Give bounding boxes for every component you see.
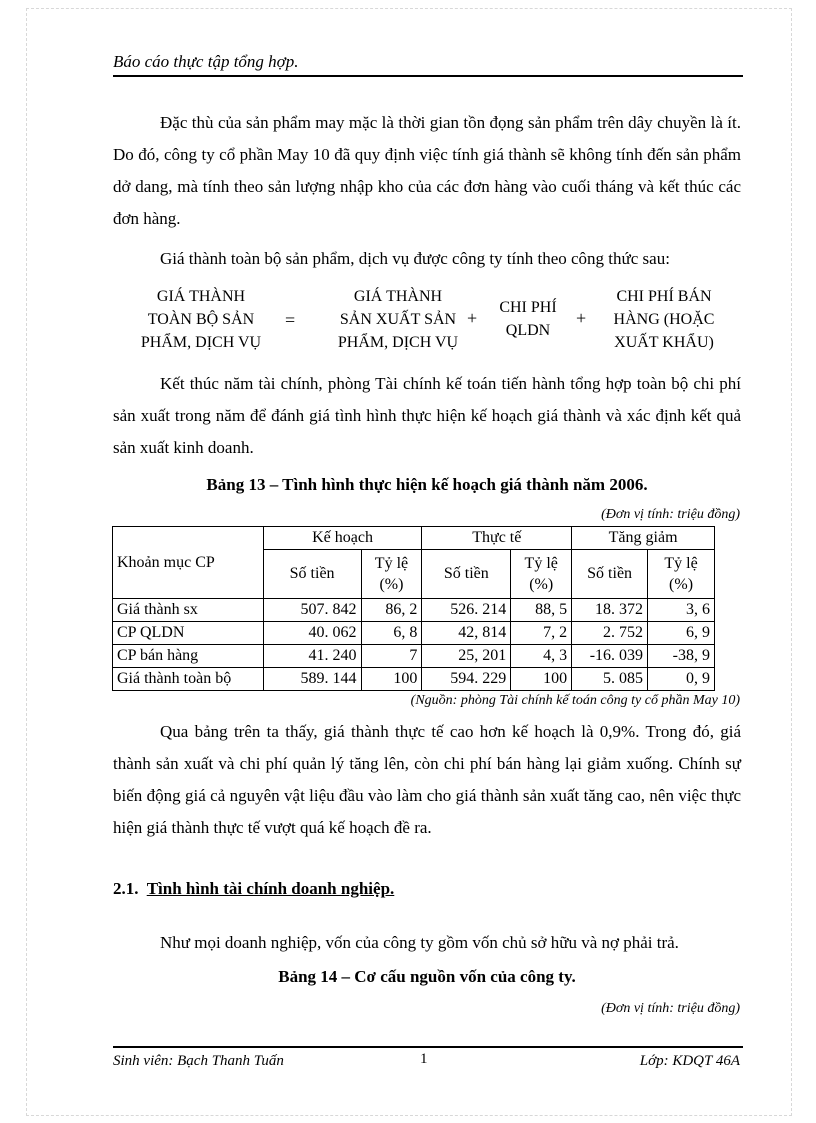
subheader-plan-ratio: Tỷ lệ (%) [361,550,422,599]
table-row [113,622,715,645]
paragraph-3: Kết thúc năm tài chính, phòng Tài chính kế toán tiến hành tổng hợp toàn bộ chi phí sản xuất trong năm để đánh giá tình hình thực hiện kế hoạch giá thành và xác định kết quả sản xuất kinh doanh. [113,374,741,457]
subheader-change-amount: Số tiền [572,550,648,599]
plan-ratio: 7 [361,645,422,668]
actual-ratio: 88, 5 [511,599,572,622]
paragraph-4: Qua bảng trên ta thấy, giá thành thực tế cao hơn kế hoạch là 0,9%. Trong đó, giá thành sản xuất và chi phí quản lý tăng lên, còn chi phí bán hàng lại giảm xuống. Chính sự biến động giá cả nguyên vật liệu đầu vào làm cho giá thành sản xuất tăng cao, nên việc thực hiện giá thành thực tế vượt quá kế hoạch đề ra. [113,722,741,837]
table-row [113,668,715,691]
header-change: Tăng giảm [572,527,715,550]
plan-amount: 40. 062 [263,622,361,645]
plan-ratio: 100 [361,668,422,691]
header-rule [113,75,743,77]
formula-term-admin-cost: CHI PHÍ QLDN [499,299,557,339]
footer-student: Sinh viên: Bạch Thanh Tuấn [113,1053,284,1069]
plan-amount: 41. 240 [263,645,361,668]
table-14-unit: (Đơn vị tính: triệu đồng) [601,1001,740,1016]
cost-formula [113,282,741,358]
subheader-plan-amount: Số tiền [263,550,361,599]
section-number: 2.1. [113,879,139,898]
table-row [113,599,715,622]
formula-term-total-cost: GIÁ THÀNH TOÀN BỘ SẢN PHẨM, DỊCH VỤ [140,288,262,351]
table-header-row [113,527,715,550]
formula-term-selling-cost: CHI PHÍ BÁN HÀNG (HOẶC XUẤT KHẨU) [613,288,715,351]
subheader-actual-amount: Số tiền [422,550,511,599]
actual-amount: 594. 229 [422,668,511,691]
change-amount: 5. 085 [572,668,648,691]
table-13-caption: Bảng 13 – Tình hình thực hiện kế hoạch giá thành năm 2006. [206,475,648,494]
plan-amount: 589. 144 [263,668,361,691]
plan-amount: 507. 842 [263,599,361,622]
footer-class: Lớp: KDQT 46A [639,1053,740,1069]
formula-term-production-cost: GIÁ THÀNH SẢN XUẤT SẢN PHẨM, DỊCH VỤ [337,288,459,351]
section-title: Tình hình tài chính doanh nghiệp. [146,879,395,898]
actual-ratio: 7, 2 [511,622,572,645]
table-13-unit: (Đơn vị tính: triệu đồng) [601,507,740,522]
plan-ratio: 86, 2 [361,599,422,622]
header-plan: Kế hoạch [263,527,422,550]
page-number: 1 [420,1051,428,1067]
table-14-caption: Bảng 14 – Cơ cấu nguồn vốn của công ty. [278,967,576,986]
subheader-change-ratio: Tỷ lệ (%) [648,550,715,599]
header-title: Báo cáo thực tập tổng hợp. [113,52,299,71]
plan-ratio: 6, 8 [361,622,422,645]
change-amount: 18. 372 [572,599,648,622]
actual-amount: 25, 201 [422,645,511,668]
table-13-source: (Nguồn: phòng Tài chính kế toán công ty cổ phần May 10) [410,693,740,708]
actual-ratio: 4, 3 [511,645,572,668]
change-ratio: 3, 6 [648,599,715,622]
change-ratio: -38, 9 [648,645,715,668]
actual-amount: 42, 814 [422,622,511,645]
formula-plus-1: + [467,308,478,328]
change-ratio: 0, 9 [648,668,715,691]
row-name: Giá thành toàn bộ [113,668,264,691]
subheader-actual-ratio: Tỷ lệ (%) [511,550,572,599]
header-item: Khoản mục CP [113,527,264,599]
section-heading [113,879,394,899]
table-row [113,645,715,668]
cost-plan-table [112,526,715,691]
row-name: Giá thành sx [113,599,264,622]
formula-equals: = [285,310,296,330]
paragraph-1: Đặc thù của sản phẩm may mặc là thời gian tồn đọng sản phẩm trên dây chuyền là ít. Do đó, công ty cổ phần May 10 đã quy định việc tính giá thành sẽ không tính đến sản phẩm dở dang, mà tính theo sản lượng nhập kho của các đơn hàng vào cuối tháng và kết thúc các đơn hàng. [113,113,741,228]
change-amount: 2. 752 [572,622,648,645]
paragraph-2: Giá thành toàn bộ sản phẩm, dịch vụ được công ty tính theo công thức sau: [160,249,670,268]
row-name: CP bán hàng [113,645,264,668]
footer-rule [113,1046,743,1048]
change-amount: -16. 039 [572,645,648,668]
actual-ratio: 100 [511,668,572,691]
paragraph-5: Như mọi doanh nghiệp, vốn của công ty gồm vốn chủ sở hữu và nợ phải trả. [160,933,679,952]
formula-plus-2: + [576,308,587,328]
change-ratio: 6, 9 [648,622,715,645]
header-actual: Thực tế [422,527,572,550]
actual-amount: 526. 214 [422,599,511,622]
row-name: CP QLDN [113,622,264,645]
